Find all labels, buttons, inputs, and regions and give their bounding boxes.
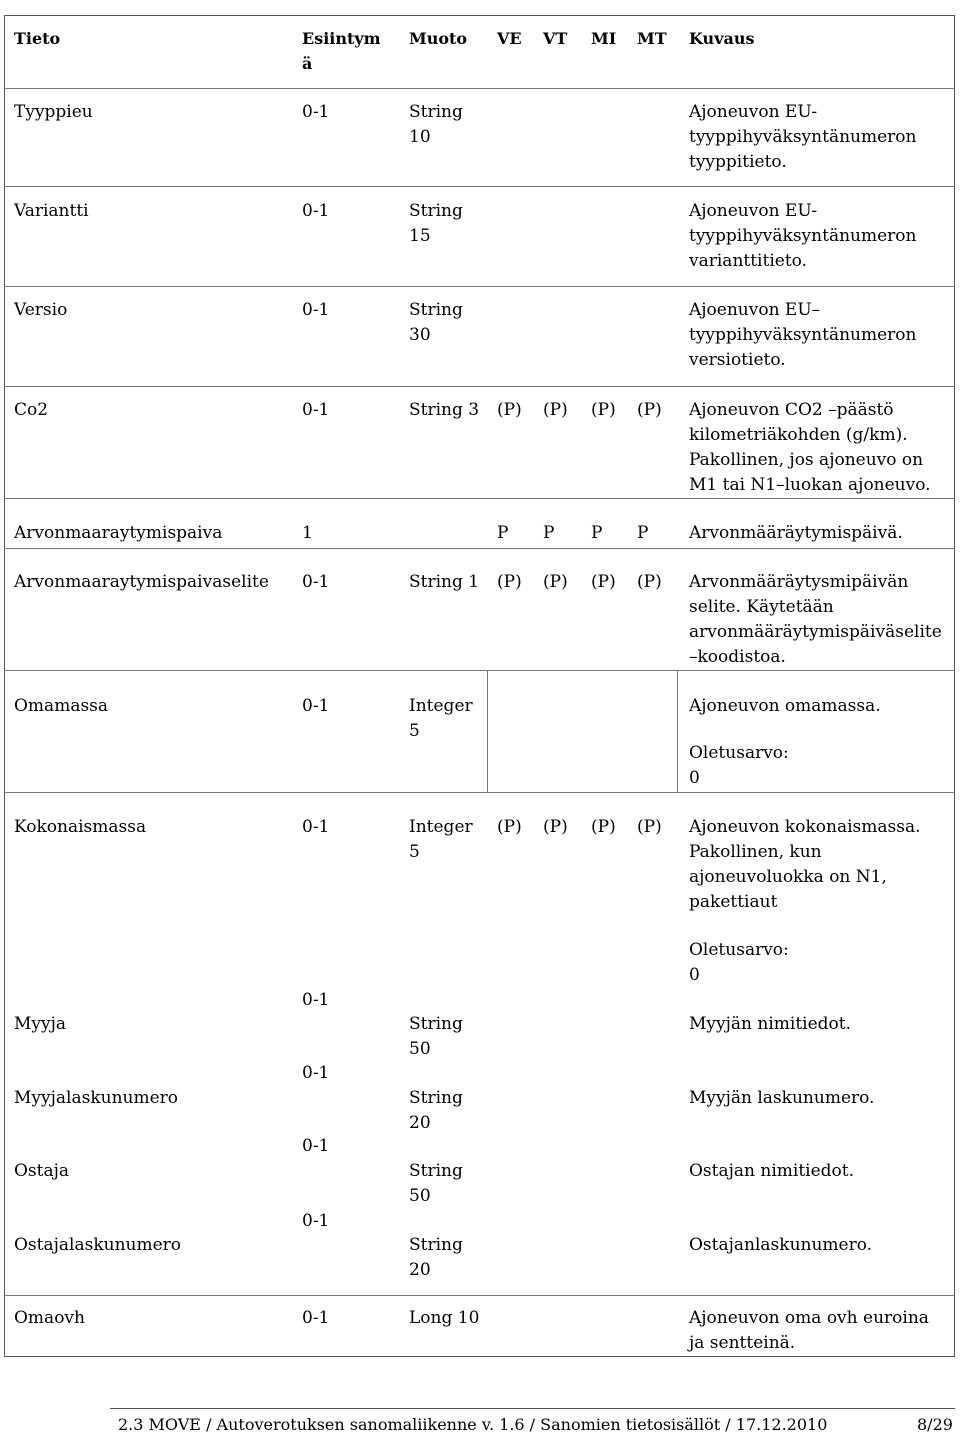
cell-muoto: String 50 [409, 1161, 463, 1206]
cell-mt: (P) [637, 400, 662, 420]
column-divider [487, 670, 488, 792]
cell-muoto: String 20 [409, 1235, 463, 1280]
cell-esiintyma: 0-1 [302, 572, 330, 592]
header-mt: MT [637, 29, 667, 48]
cell-ve: (P) [497, 817, 522, 837]
cell-muoto: Integer 5 [409, 696, 473, 741]
cell-kuvaus: Arvonmääräytymispäivä. [689, 523, 903, 543]
cell-muoto: String 1 [409, 572, 480, 592]
cell-muoto: Integer 5 [409, 817, 473, 862]
cell-muoto: String 30 [409, 300, 463, 345]
cell-tieto: Omaovh [14, 1308, 85, 1328]
cell-kuvaus: Arvonmääräytysmipäivän selite. Käytetään arvonmääräytymispäiväselite –koodistoa. [689, 572, 942, 667]
cell-kuvaus: Myyjän nimitiedot. [689, 1014, 851, 1034]
cell-esiintyma: 0-1 [302, 102, 330, 122]
cell-muoto: String 15 [409, 201, 463, 246]
header-kuvaus: Kuvaus [689, 29, 755, 48]
cell-mt: P [637, 523, 649, 543]
cell-esiintyma: 1 [302, 523, 313, 543]
cell-esiintyma: 0-1 [302, 400, 330, 420]
cell-esiintyma: 0-1 [302, 696, 330, 716]
footer-rule [110, 1408, 955, 1409]
cell-tieto: Omamassa [14, 696, 109, 716]
cell-tieto: Co2 [14, 400, 49, 420]
cell-ve: P [497, 523, 509, 543]
row-divider [4, 498, 955, 499]
cell-kuvaus: Ajoneuvon kokonaismassa. Pakollinen, kun ajoneuvoluokka on N1, pakettiaut [689, 817, 921, 912]
cell-tieto: Variantti [14, 201, 89, 221]
cell-muoto: String 3 [409, 400, 480, 420]
cell-vt: P [543, 523, 555, 543]
cell-mi: (P) [591, 572, 616, 592]
cell-tieto: Arvonmaaraytymispaivaselite [14, 572, 269, 592]
header-vt: VT [543, 29, 568, 48]
cell-mi: (P) [591, 817, 616, 837]
row-divider [4, 186, 955, 187]
cell-ve: (P) [497, 400, 522, 420]
header-muoto: Muoto [409, 29, 468, 48]
cell-vt: (P) [543, 817, 568, 837]
cell-kuvaus: Ajoneuvon CO2 –päästö kilometriäkohden (g/km). Pakollinen, jos ajoneuvo on M1 tai N1–luokan ajoneuvo. [689, 400, 931, 495]
header-esiintyma: Esiintym ä [302, 29, 381, 73]
cell-esiintyma: 0-1 [302, 990, 330, 1010]
cell-esiintyma: 0-1 [302, 1136, 330, 1156]
row-divider [4, 1295, 955, 1296]
column-divider [677, 670, 678, 792]
cell-muoto: String 50 [409, 1014, 463, 1059]
cell-kuvaus: Ajoneuvon oma ovh euroina ja sentteinä. [689, 1308, 929, 1353]
cell-tieto: Versio [14, 300, 68, 320]
row-divider [4, 548, 955, 549]
cell-mt: (P) [637, 572, 662, 592]
cell-kuvaus: Ajoneuvon EU- tyyppihyväksyntänumeron tyyppitieto. [689, 102, 917, 172]
cell-default-value: Oletusarvo: 0 [689, 743, 789, 788]
page-number: 8/29 [917, 1415, 953, 1434]
cell-tieto: Ostaja [14, 1161, 70, 1181]
cell-tieto: Myyja [14, 1014, 67, 1034]
cell-esiintyma: 0-1 [302, 300, 330, 320]
row-divider [4, 286, 955, 287]
cell-muoto: String 20 [409, 1088, 463, 1133]
cell-default-value: Oletusarvo: 0 [689, 940, 789, 985]
cell-muoto: String 10 [409, 102, 463, 147]
cell-tieto: Tyyppieu [14, 102, 93, 122]
cell-tieto: Kokonaismassa [14, 817, 147, 837]
row-divider [4, 386, 955, 387]
cell-kuvaus: Ostajanlaskunumero. [689, 1235, 873, 1255]
cell-esiintyma: 0-1 [302, 1063, 330, 1083]
cell-muoto: Long 10 [409, 1308, 480, 1328]
header-mi: MI [591, 29, 617, 48]
cell-vt: (P) [543, 400, 568, 420]
cell-kuvaus: Ajoneuvon EU- tyyppihyväksyntänumeron varianttitieto. [689, 201, 917, 271]
cell-esiintyma: 0-1 [302, 201, 330, 221]
cell-kuvaus: Myyjän laskunumero. [689, 1088, 875, 1108]
cell-esiintyma: 0-1 [302, 817, 330, 837]
header-ve: VE [497, 29, 522, 48]
cell-mi: (P) [591, 400, 616, 420]
cell-tieto: Ostajalaskunumero [14, 1235, 182, 1255]
cell-kuvaus: Ostajan nimitiedot. [689, 1161, 855, 1181]
cell-ve: (P) [497, 572, 522, 592]
cell-tieto: Arvonmaaraytymispaiva [14, 523, 223, 543]
header-tieto: Tieto [14, 29, 61, 48]
cell-vt: (P) [543, 572, 568, 592]
cell-mi: P [591, 523, 603, 543]
row-divider [4, 88, 955, 89]
cell-mt: (P) [637, 817, 662, 837]
cell-esiintyma: 0-1 [302, 1308, 330, 1328]
row-divider [4, 670, 955, 671]
cell-kuvaus: Ajoenuvon EU– tyyppihyväksyntänumeron versiotieto. [689, 300, 917, 370]
cell-tieto: Myyjalaskunumero [14, 1088, 179, 1108]
cell-esiintyma: 0-1 [302, 1211, 330, 1231]
row-divider [4, 792, 955, 793]
cell-kuvaus: Ajoneuvon omamassa. [689, 696, 881, 716]
footer-text: 2.3 MOVE / Autoverotuksen sanomaliikenne v. 1.6 / Sanomien tietosisällöt / 17.12.2010 [118, 1415, 828, 1434]
